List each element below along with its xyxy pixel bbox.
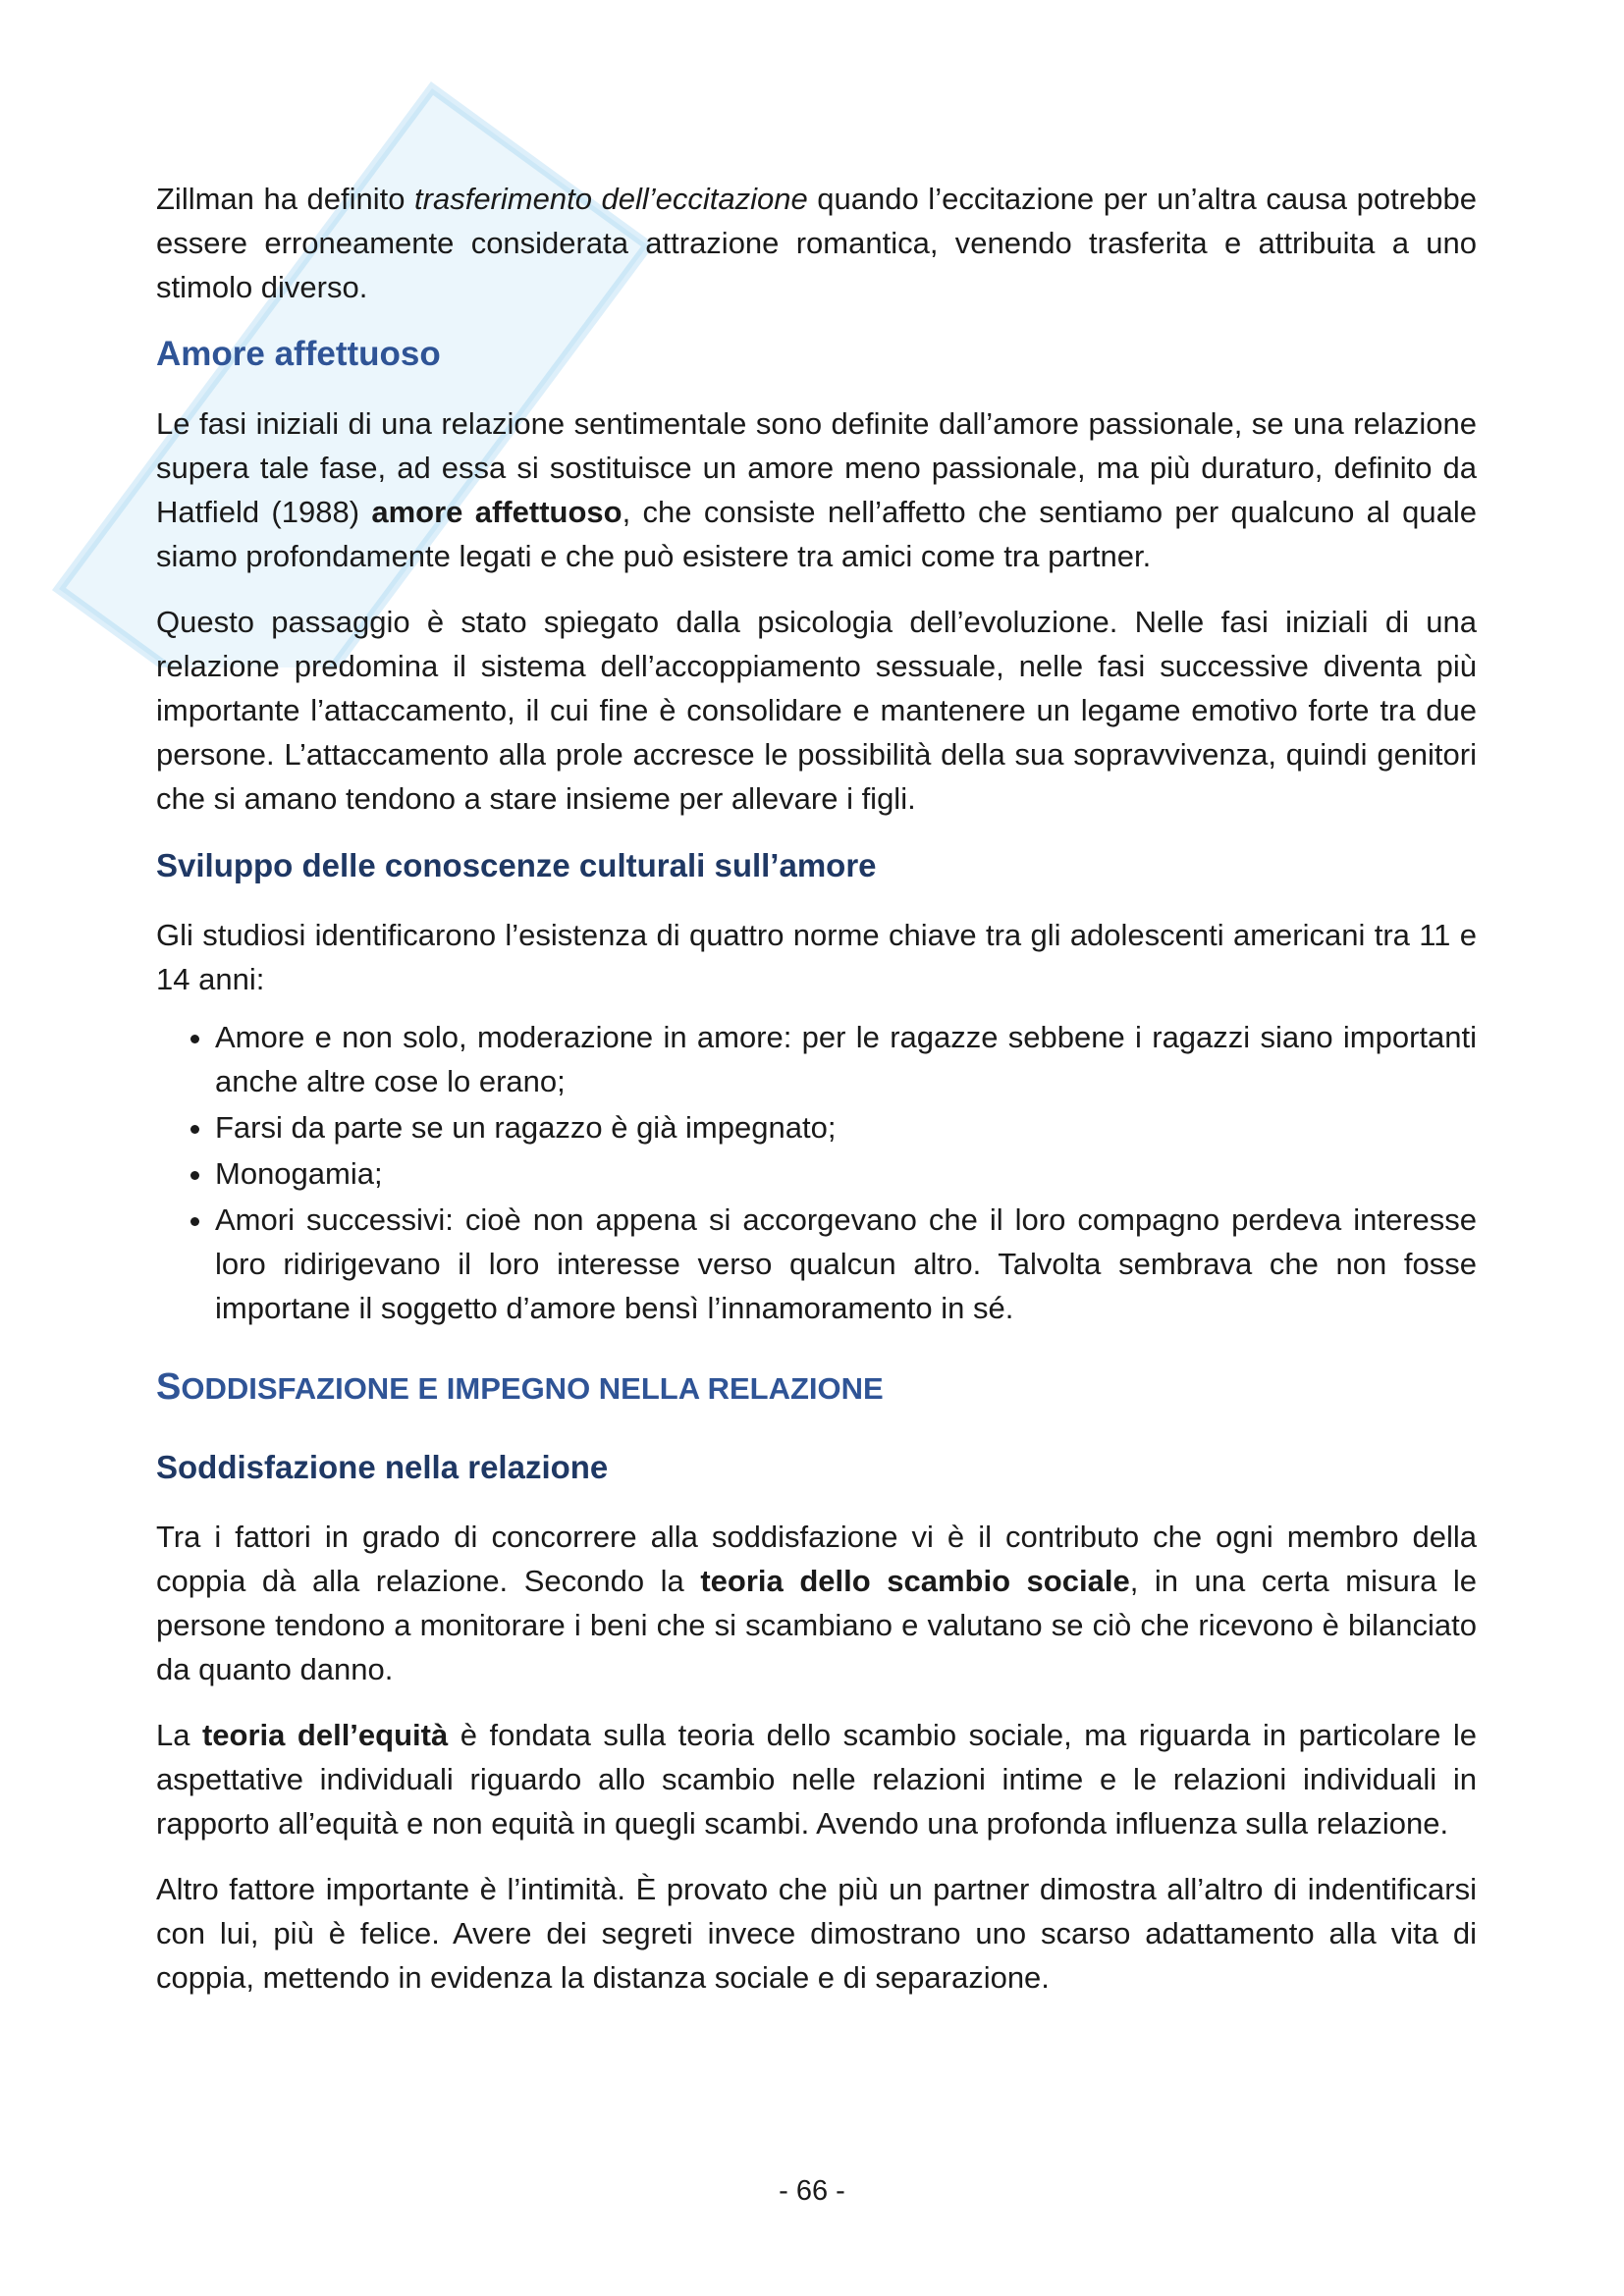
document-page <box>156 177 1477 2021</box>
page-number: - 66 - <box>779 2175 845 2207</box>
paragraph-norme: Gli studiosi identificarono l’esistenza di quattro norme chiave tra gli adolescenti americani tra 11 e 14 anni: <box>156 918 1477 996</box>
paragraph-evoluzione: Questo passaggio è stato spiegato dalla psicologia dell’evoluzione. Nelle fasi iniziali di una relazione predomina il sistema dell’accoppiamento sessuale, nelle fasi successive diventa più importante l’attaccamento, il cui fine è consolidare e mantenere un legame emotivo forte tra due persone. L’attaccamento alla prole accresce le possibilità della sua sopravvivenza, quindi genitori che si amano tendono a stare insieme per allevare i figli. <box>156 605 1477 816</box>
heading-soddisfazione-relazione: Soddisfazione nella relazione <box>156 1449 609 1485</box>
paragraph-eccitazione: Zillman ha definito trasferimento dell’eccitazione quando l’eccitazione per un’altra causa potrebbe essere erroneamente considerata attrazione romantica, venendo trasferita e attribuita a uno stimolo diverso. <box>156 182 1477 304</box>
paragraph-scambio-sociale: Tra i fattori in grado di concorrere alla soddisfazione vi è il contributo che ogni membro della coppia dà alla relazione. Secondo la teoria dello scambio sociale, in una certa misura le persone tendono a monitorare i beni che si scambiano e valutano se ciò che ricevono è bilanciato da quanto danno. <box>156 1520 1477 1686</box>
paragraph-equita: La teoria dell’equità è fondata sulla teoria dello scambio sociale, ma riguarda in particolare le aspettative individuali riguardo allo scambio nelle relazioni intime e le relazioni individuali in rapporto all’equità e non equità in quegli scambi. Avendo una profonda influenza sulla relazione. <box>156 1718 1477 1841</box>
list-item: • Amori successivi: cioè non appena si accorgevano che il loro compagno perdeva interesse loro ridirigevano il loro interesse verso qualcun altro. Talvolta sembrava che non fosse importane il soggetto d’amore bensì l’innamoramento in sé. <box>215 1198 1477 1330</box>
norme-list <box>156 1015 1477 1330</box>
list-item: • Farsi da parte se un ragazzo è già impegnato; <box>215 1105 1477 1149</box>
heading-sviluppo-conoscenze: Sviluppo delle conoscenze culturali sull’amore <box>156 847 877 883</box>
heading-soddisfazione-impegno: SODDISFAZIONE E IMPEGNO NELLA RELAZIONE <box>156 1366 884 1408</box>
paragraph-intimita: Altro fattore importante è l’intimità. È provato che più un partner dimostra all’altro di indentificarsi con lui, più è felice. Avere dei segreti invece dimostrano uno scarso adattamento alla vita di coppia, mettendo in evidenza la distanza sociale e di separazione. <box>156 1872 1477 1995</box>
list-item: • Monogamia; <box>215 1151 1477 1196</box>
paragraph-amore-affettuoso: Le fasi iniziali di una relazione sentimentale sono definite dall’amore passionale, se una relazione supera tale fase, ad essa si sostituisce un amore meno passionale, ma più duraturo, definito da Hatfield (1988) amore affettuoso, che consiste nell’affetto che sentiamo per qualcuno al quale siamo profondamente legati e che può esistere tra amici come tra partner. <box>156 406 1477 573</box>
list-item: • Amore e non solo, moderazione in amore: per le ragazze sebbene i ragazzi siano importanti anche altre cose lo erano; <box>215 1015 1477 1103</box>
heading-amore-affettuoso: Amore affettuoso <box>156 335 441 373</box>
